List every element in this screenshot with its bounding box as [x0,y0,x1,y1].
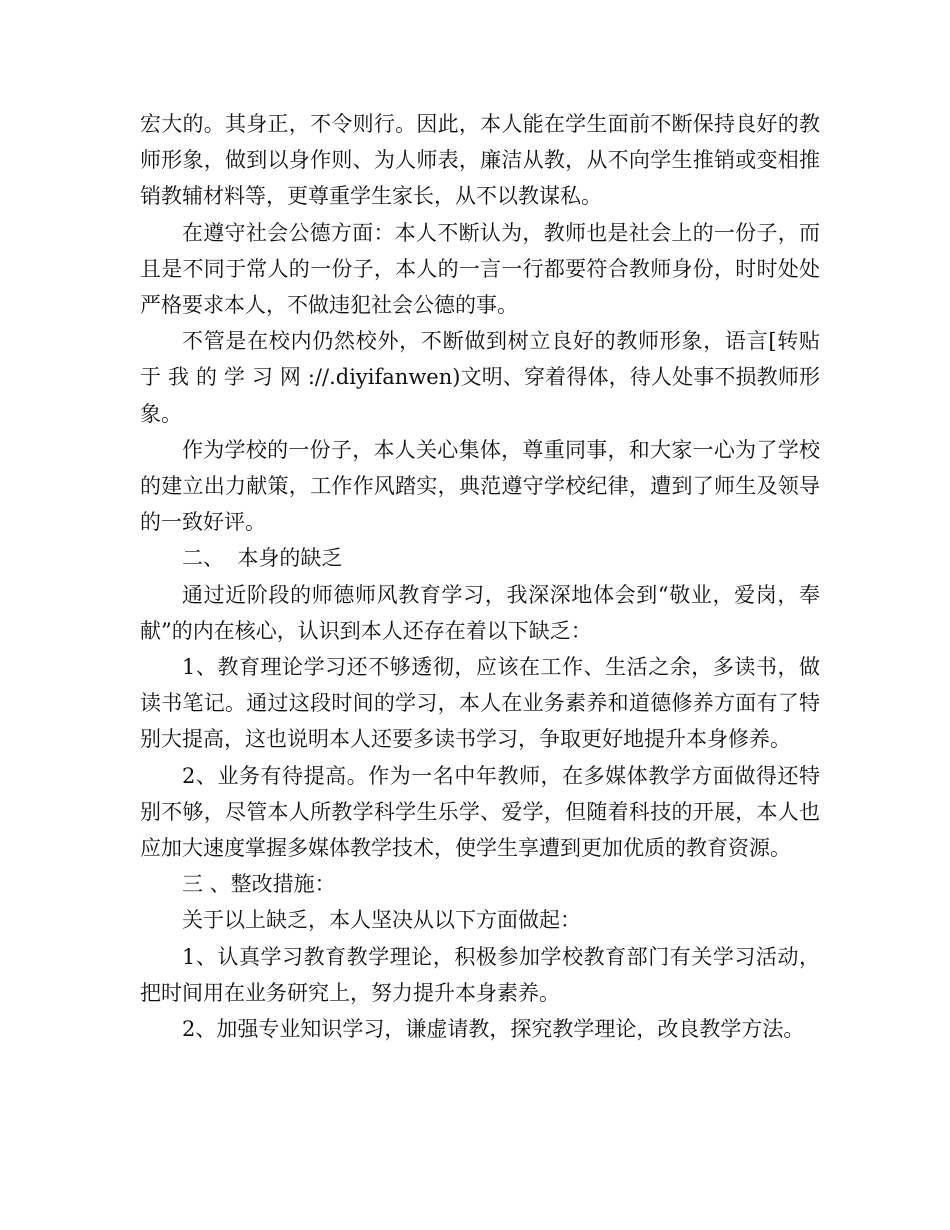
section-heading-2: 二、 本身的缺乏 [182,546,343,571]
paragraph-8: 关于以上缺乏，本人坚决从以下方面做起： [182,908,581,933]
paragraph-2: 在遵守社会公德方面：本人不断认为，教师也是社会上的一份子，而且是不同于常人的一份子，本人的一言一行都要符合教师身份，时时处处严格要求本人，不做违犯社会公德的事。 [140,220,820,318]
paragraph-1: 宏大的。其身正，不令则行。因此，本人能在学生面前不断保持良好的教师形象，做到以身作则、为人师表，廉洁从教，从不向学生推销或变相推销教辅材料等，更尊重学生家长，从不以教谋私。 [140,112,820,209]
paragraph-5: 通过近阶段的师德师风教育学习，我深深地体会到“敬业，爱岗，奉献”的内在核心，认识到本人还存在着以下缺乏： [140,582,820,643]
paragraph-10: 2、加强专业知识学习，谦虚请教，探究教学理论，改良教学方法。 [182,1017,805,1042]
document-body [140,106,820,1047]
section-heading-3: 三 、整改措施： [182,872,336,897]
paragraph-6: 1、教育理论学习还不够透彻，应该在工作、生活之余，多读书，做读书笔记。通过这段时间的学习，本人在业务素养和道德修养方面有了特别大提高，这也说明本人还要多读书学习，争取更好地提升本身修养。 [140,655,820,752]
paragraph-9: 1、认真学习教育教学理论，积极参加学校教育部门有关学习活动，把时间用在业务研究上，努力提升本身素养。 [140,944,820,1005]
paragraph-3: 不管是在校内仍然校外，不断做到树立良好的教师形象，语言[转贴 于 我 的 学 习 网 ://.diyifanwen)文明、穿着得体，待人处事不损教师形象。 [140,329,820,426]
paragraph-4: 作为学校的一份子，本人关心集体，尊重同事，和大家一心为了学校的建立出力献策，工作作风踏实，典范遵守学校纪律，遭到了师生及领导的一致好评。 [140,437,820,535]
paragraph-7: 2、业务有待提高。作为一名中年教师，在多媒体教学方面做得还特别不够，尽管本人所教学科学生乐学、爱学，但随着科技的开展，本人也应加大速度掌握多媒体教学技术，使学生享遭到更加优质的教育资源。 [140,763,820,861]
